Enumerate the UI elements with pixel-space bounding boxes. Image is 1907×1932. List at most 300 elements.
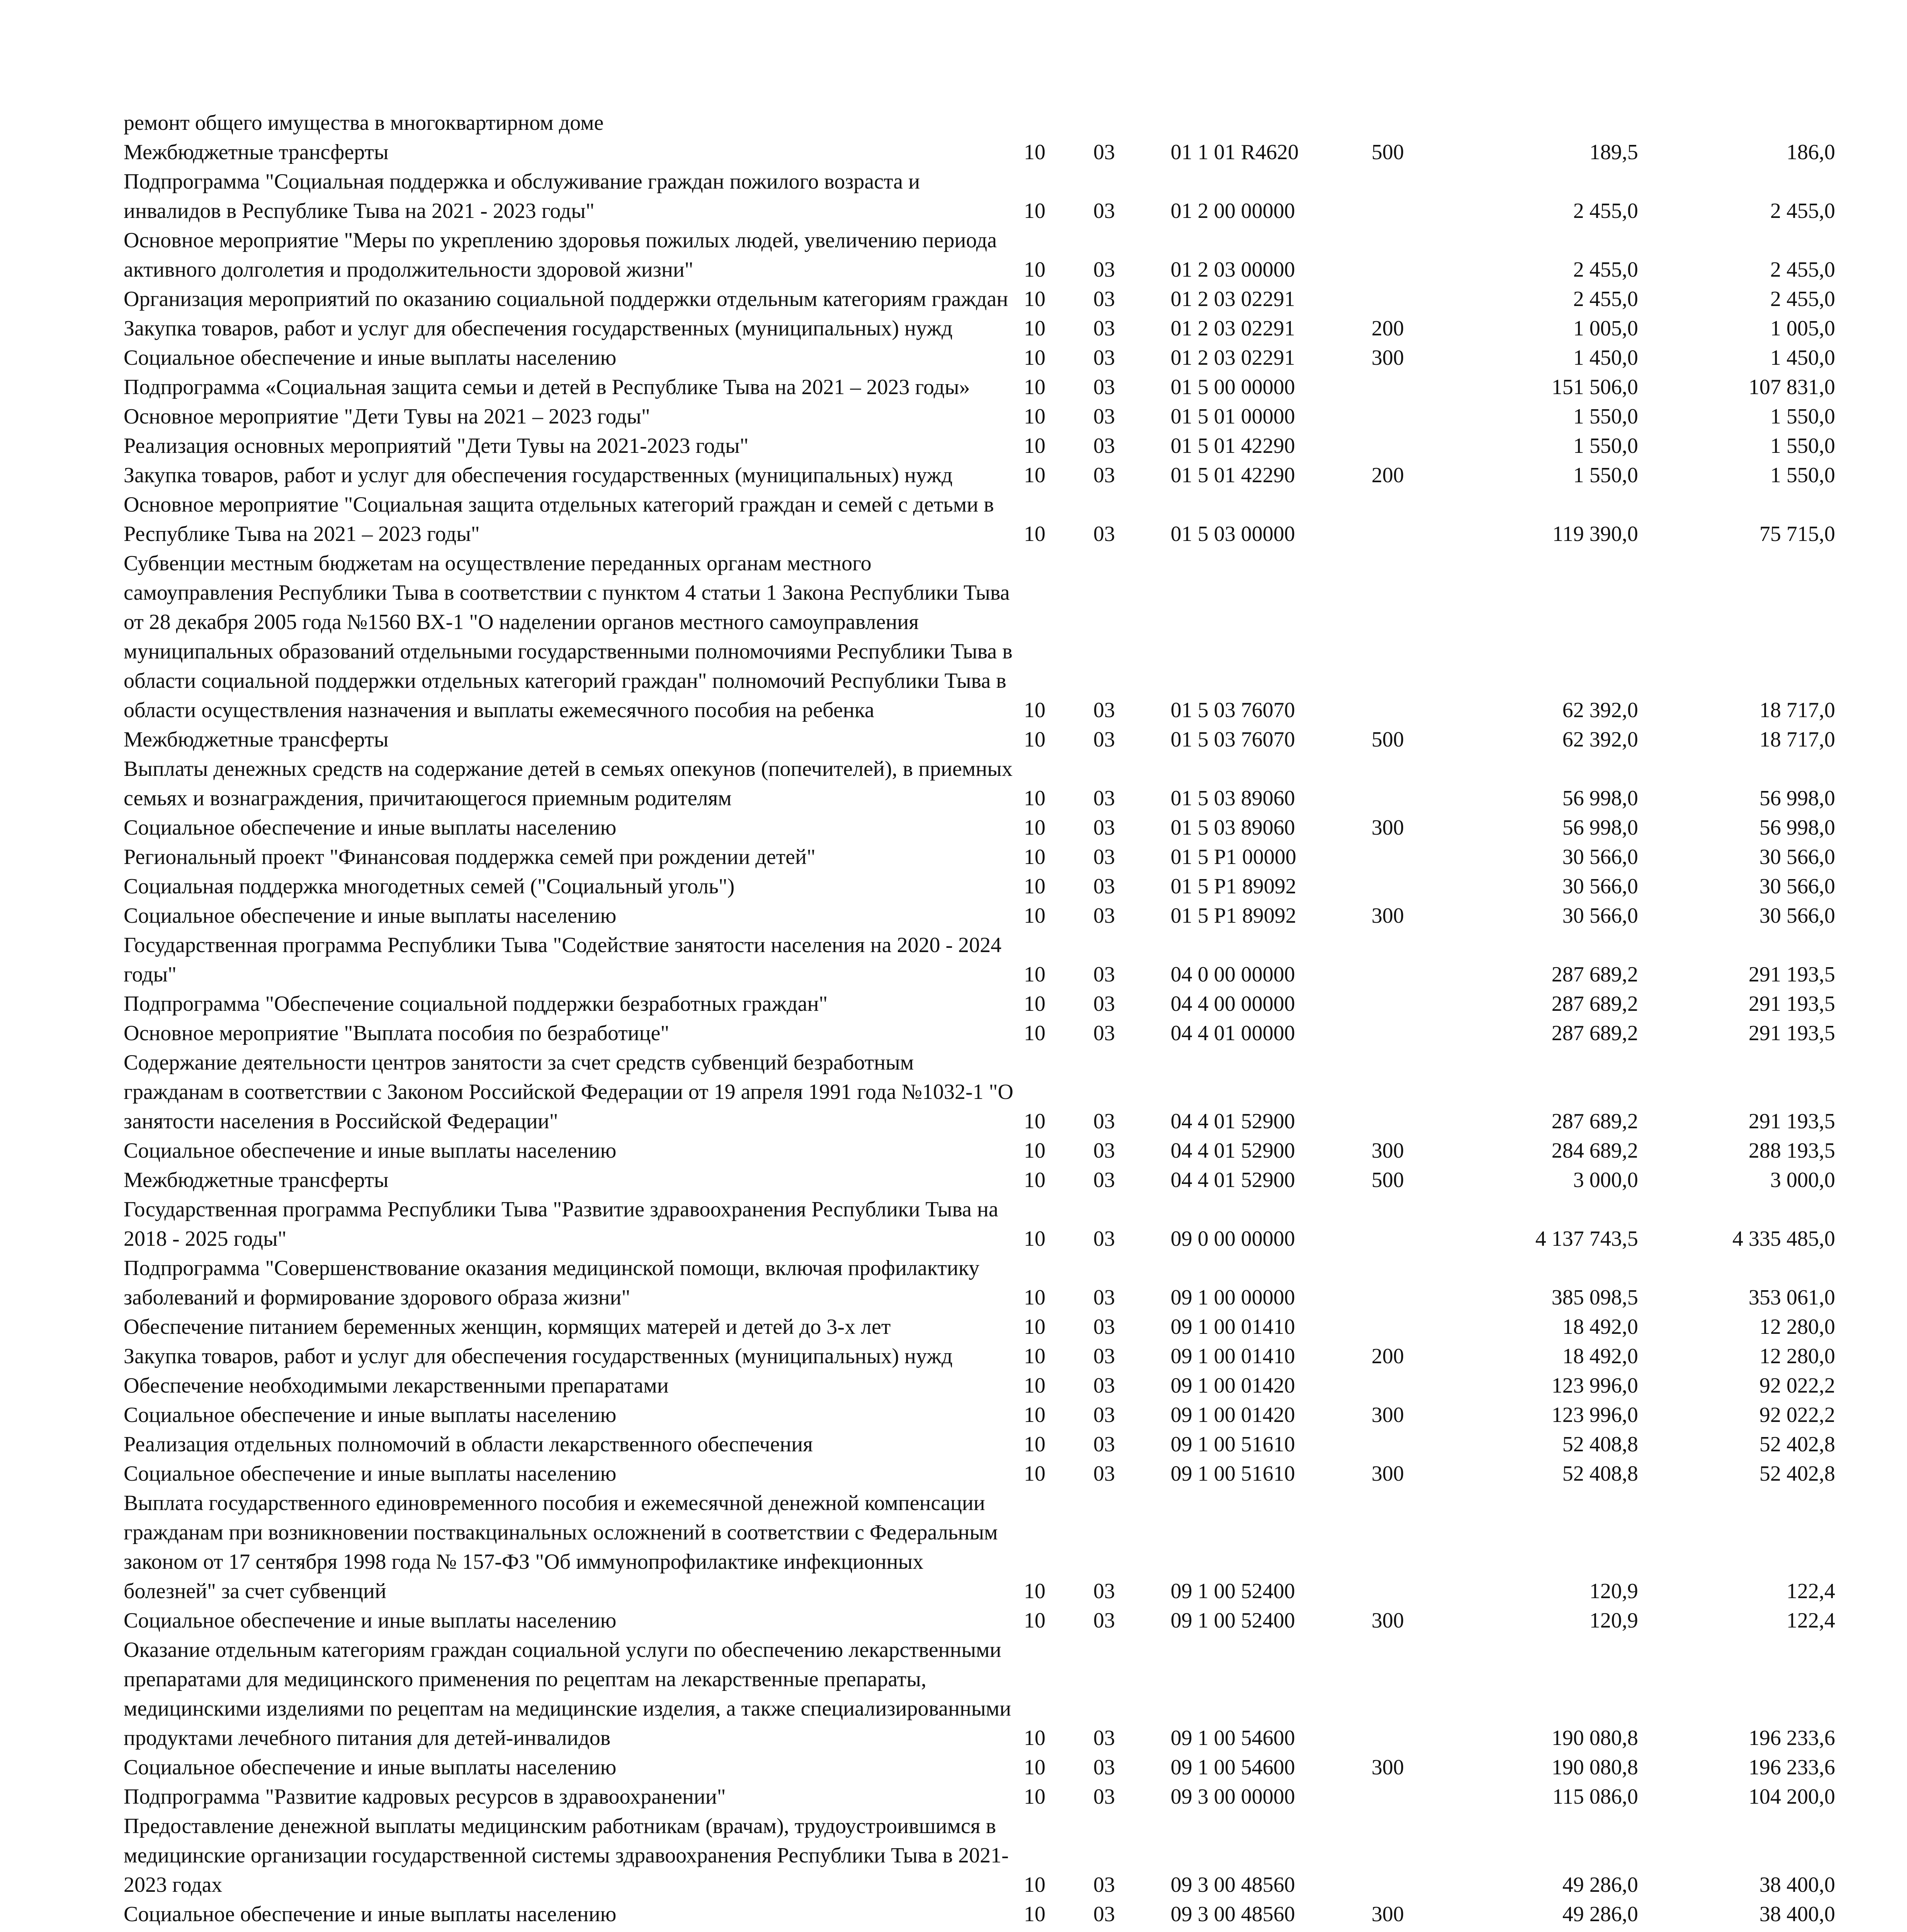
row-subsection: 03 [1093, 1227, 1115, 1251]
row-name: Подпрограмма "Социальная поддержка и обслуживание граждан пожилого возраста и инвалидов в Республике Тыва на 2021 - 2023 годы" [124, 170, 920, 223]
row-target-code: 01 5 P1 89092 [1171, 904, 1297, 928]
budget-table [124, 108, 1843, 1932]
table-row [124, 1342, 1843, 1371]
row-section: 10 [1024, 258, 1045, 282]
row-expense-type [1360, 1929, 1449, 1932]
row-target-code: 09 1 00 01420 [1171, 1403, 1295, 1427]
row-section: 10 [1024, 1139, 1045, 1163]
row-section: 10 [1024, 463, 1045, 487]
row-subsection: 03 [1093, 728, 1115, 752]
table-row [124, 1048, 1843, 1136]
row-amount-year-2: 2 455,0 [1770, 199, 1835, 223]
row-target-code: 09 3 00 48560 [1171, 1873, 1295, 1897]
row-target-code: 09 1 00 51610 [1171, 1432, 1295, 1456]
row-expense-type [1360, 1635, 1449, 1753]
row-name: Основное мероприятие "Меры по укреплению здоровья пожилых людей, увеличению периода активного долголетия и продолжительности здоровой жизни" [124, 228, 997, 282]
row-name: Реализация отдельных полномочий в области лекарственного обеспечения [124, 1432, 813, 1456]
table-row [124, 1430, 1843, 1459]
row-subsection: 03 [1093, 1403, 1115, 1427]
row-section: 10 [1024, 1579, 1045, 1603]
row-name: Оказание отдельным категориям граждан социальной услуги по обеспечению лекарственными препаратами для медицинского применения по рецептам на лекарственные препараты, медицинскими изделиями по рецептам на медицинские изделия, а также специализированными продуктами лечебного питания для детей-инвалидов [124, 1638, 1011, 1750]
row-expense-type [1360, 989, 1449, 1019]
row-target-code: 09 1 00 01410 [1171, 1315, 1295, 1339]
row-target-code: 09 3 00 00000 [1171, 1785, 1295, 1809]
row-amount-year-2: 107 831,0 [1749, 375, 1835, 399]
table-row [124, 1253, 1843, 1312]
row-expense-type [1360, 284, 1449, 314]
table-row [124, 1459, 1843, 1488]
row-name: Региональный проект "Финансовая поддержка семей при рождении детей" [124, 845, 816, 869]
row-name: Закупка товаров, работ и услуг для обеспечения государственных (муниципальных) нужд [124, 316, 953, 340]
row-section: 10 [1024, 1344, 1045, 1368]
row-subsection: 03 [1093, 1462, 1115, 1486]
row-section: 10 [1024, 1873, 1045, 1897]
row-amount-year-1: 287 689,2 [1552, 1021, 1638, 1045]
row-subsection: 03 [1093, 698, 1115, 722]
row-section: 10 [1024, 992, 1045, 1016]
row-section: 10 [1024, 1902, 1045, 1926]
row-section: 10 [1024, 316, 1045, 340]
row-section: 10 [1024, 1755, 1045, 1779]
row-amount-year-1: 123 996,0 [1552, 1403, 1638, 1427]
row-subsection: 03 [1093, 434, 1115, 458]
row-name: Межбюджетные трансферты [124, 1168, 389, 1192]
table-row [124, 1400, 1843, 1430]
row-amount-year-2: 30 566,0 [1759, 874, 1835, 898]
row-amount-year-2: 122,4 [1786, 1609, 1835, 1633]
row-subsection: 03 [1093, 1785, 1115, 1809]
row-target-code: 01 1 01 R4620 [1171, 140, 1299, 164]
row-name: Субвенции местным бюджетам на осуществление переданных органам местного самоуправления Республики Тыва в соответствии с пунктом 4 статьи 1 Закона Республики Тыва от 28 декабря 2005 года №1560 ВХ-1 "О наделении органов местного самоуправления муниципальных образований отдельными государственными полномочиями Республики Тыва в области социальной поддержки отдельных категорий граждан" полномочий Республики Тыва в области осуществления назначения и выплаты ежемесячного пособия на ребенка [124, 551, 1013, 722]
row-amount-year-1: 190 080,8 [1552, 1726, 1638, 1750]
row-amount-year-1: 62 392,0 [1562, 698, 1638, 722]
row-amount-year-2: 92 022,2 [1759, 1374, 1835, 1398]
row-subsection: 03 [1093, 786, 1115, 810]
row-amount-year-2: 52 402,8 [1759, 1462, 1835, 1486]
row-name: Социальное обеспечение и иные выплаты населению [124, 1403, 617, 1427]
budget-table-body [124, 108, 1843, 1932]
row-subsection: 03 [1093, 1374, 1115, 1398]
row-expense-type: 200 [1372, 1344, 1404, 1368]
row-amount-year-2: 104 200,0 [1749, 1785, 1835, 1809]
row-target-code: 04 4 01 52900 [1171, 1168, 1295, 1192]
row-amount-year-2: 2 455,0 [1770, 287, 1835, 311]
row-section: 10 [1024, 845, 1045, 869]
row-target-code: 01 2 03 02291 [1171, 287, 1295, 311]
row-section: 10 [1024, 1726, 1045, 1750]
row-amount-year-1: 52 408,8 [1562, 1462, 1638, 1486]
row-expense-type: 300 [1372, 1609, 1404, 1633]
row-subsection: 03 [1093, 1755, 1115, 1779]
row-amount-year-1: 119 390,0 [1552, 522, 1638, 546]
row-amount-year-1: 1 005,0 [1573, 316, 1638, 340]
row-section: 10 [1024, 816, 1045, 840]
row-name: Социальное обеспечение и иные выплаты населению [124, 904, 617, 928]
row-amount-year-1: 115 086,0 [1552, 1785, 1638, 1809]
row-target-code: 01 2 00 00000 [1171, 199, 1295, 223]
row-amount-year-2: 56 998,0 [1759, 816, 1835, 840]
table-row [124, 901, 1843, 930]
row-amount-year-1: 30 566,0 [1562, 904, 1638, 928]
row-target-code: 01 2 03 00000 [1171, 258, 1295, 282]
row-subsection: 03 [1093, 1286, 1115, 1310]
row-subsection: 03 [1093, 287, 1115, 311]
row-expense-type [1360, 372, 1449, 402]
table-row [124, 725, 1843, 754]
row-target-code [1159, 108, 1360, 138]
row-amount-year-1: 287 689,2 [1552, 963, 1638, 986]
row-section: 10 [1024, 199, 1045, 223]
row-name: Социальное обеспечение и иные выплаты населению [124, 1609, 617, 1633]
row-target-code: 01 5 P1 00000 [1171, 845, 1297, 869]
row-name: Государственная программа Республики Тыва "Содействие занятости населения на 2020 - 2024 годы" [124, 933, 1002, 986]
row-target-code: 09 1 00 00000 [1171, 1286, 1295, 1310]
table-row [124, 431, 1843, 461]
row-section: 10 [1024, 405, 1045, 429]
table-row [124, 842, 1843, 872]
row-amount-year-2: 92 022,2 [1759, 1403, 1835, 1427]
table-row [124, 1782, 1843, 1811]
row-section: 10 [1024, 904, 1045, 928]
row-target-code: 09 1 00 54600 [1171, 1726, 1295, 1750]
row-amount-year-2: 1 550,0 [1770, 463, 1835, 487]
row-name: Выплата государственного единовременного пособия и ежемесячной денежной компенсации гражданам при возникновении поствакцинальных осложнений в соответствии с Федеральным законом от 17 сентября 1998 года № 157-ФЗ "Об иммунопрофилактике инфекционных болезней" за счет субвенций [124, 1491, 998, 1603]
table-row [124, 1371, 1843, 1400]
row-subsection: 03 [1093, 375, 1115, 399]
row-name: ремонт общего имущества в многоквартирном доме [124, 111, 604, 135]
row-name: Социальная поддержка многодетных семей ("Социальный уголь") [124, 874, 735, 898]
row-subsection: 03 [1093, 522, 1115, 546]
row-target-code: 01 5 01 42290 [1171, 463, 1295, 487]
row-amount-year-2: 4 335 485,0 [1732, 1227, 1835, 1251]
table-row [124, 872, 1843, 901]
row-amount-year-1: 1 550,0 [1573, 405, 1638, 429]
row-amount-year-1: 287 689,2 [1552, 992, 1638, 1016]
row-target-code: 01 5 03 89060 [1171, 816, 1295, 840]
row-amount-year-1: 287 689,2 [1552, 1109, 1638, 1133]
row-target-code: 01 5 01 00000 [1171, 405, 1295, 429]
row-amount-year-1: 1 550,0 [1573, 434, 1638, 458]
row-amount-year-2: 291 193,5 [1749, 1109, 1835, 1133]
row-section: 10 [1024, 287, 1045, 311]
table-row [124, 402, 1843, 431]
row-section: 10 [1024, 874, 1045, 898]
row-target-code [1159, 1929, 1360, 1932]
row-subsection: 03 [1093, 816, 1115, 840]
row-subsection [1086, 108, 1159, 138]
row-amount-year-2: 30 566,0 [1759, 904, 1835, 928]
row-name: Основное мероприятие "Выплата пособия по безработице" [124, 1021, 670, 1045]
row-section: 10 [1024, 1109, 1045, 1133]
row-amount-year-2: 291 193,5 [1749, 963, 1835, 986]
row-amount-year-1: 385 098,5 [1552, 1286, 1638, 1310]
row-target-code: 01 5 03 89060 [1171, 786, 1295, 810]
row-name: Организация мероприятий по оказанию социальной поддержки отдельным категориям граждан [124, 287, 1008, 311]
row-amount-year-2: 3 000,0 [1770, 1168, 1835, 1192]
row-target-code: 01 5 00 00000 [1171, 375, 1295, 399]
table-row [124, 1019, 1843, 1048]
row-expense-type: 200 [1372, 316, 1404, 340]
row-amount-year-1: 52 408,8 [1562, 1432, 1638, 1456]
row-amount-year-2: 38 400,0 [1759, 1902, 1835, 1926]
table-row [124, 930, 1843, 989]
row-amount-year-1: 2 455,0 [1573, 258, 1638, 282]
row-target-code: 09 0 00 00000 [1171, 1227, 1295, 1251]
table-row [124, 1136, 1843, 1165]
row-name [124, 1929, 1016, 1932]
row-section: 10 [1024, 1785, 1045, 1809]
row-name: Основное мероприятие "Дети Тувы на 2021 – 2023 годы" [124, 405, 650, 429]
row-expense-type: 500 [1372, 140, 1404, 164]
row-amount-year-2: 196 233,6 [1749, 1726, 1835, 1750]
row-section: 10 [1024, 522, 1045, 546]
row-subsection: 03 [1093, 1726, 1115, 1750]
row-name: Реализация основных мероприятий "Дети Тувы на 2021-2023 годы" [124, 434, 749, 458]
row-target-code: 01 2 03 02291 [1171, 346, 1295, 370]
row-expense-type [1360, 1371, 1449, 1400]
row-amount-year-2: 18 717,0 [1759, 728, 1835, 752]
row-target-code: 04 4 01 00000 [1171, 1021, 1295, 1045]
row-subsection: 03 [1093, 316, 1115, 340]
row-expense-type [1360, 226, 1449, 284]
row-expense-type: 500 [1372, 1168, 1404, 1192]
row-section: 10 [1024, 346, 1045, 370]
row-subsection: 03 [1093, 463, 1115, 487]
table-row [124, 226, 1843, 284]
row-subsection: 03 [1093, 199, 1115, 223]
row-section: 10 [1024, 963, 1045, 986]
table-row [124, 1165, 1843, 1195]
row-target-code: 09 1 00 52400 [1171, 1579, 1295, 1603]
table-row [124, 1753, 1843, 1782]
row-target-code: 09 3 00 48560 [1171, 1902, 1295, 1926]
table-row [124, 1811, 1843, 1900]
row-subsection: 03 [1093, 1579, 1115, 1603]
row-section: 10 [1024, 1227, 1045, 1251]
row-section: 10 [1024, 1403, 1045, 1427]
row-name: Социальное обеспечение и иные выплаты населению [124, 346, 617, 370]
row-expense-type [1360, 549, 1449, 725]
row-amount-year-2: 196 233,6 [1749, 1755, 1835, 1779]
row-name: Обеспечение питанием беременных женщин, кормящих матерей и детей до 3-х лет [124, 1315, 891, 1339]
row-amount-year-1: 30 566,0 [1562, 845, 1638, 869]
row-target-code: 01 5 01 42290 [1171, 434, 1295, 458]
row-section: 10 [1024, 698, 1045, 722]
row-target-code: 01 2 03 02291 [1171, 316, 1295, 340]
table-row [124, 1195, 1843, 1253]
row-expense-type: 300 [1372, 1462, 1404, 1486]
row-amount-year-2: 1 550,0 [1770, 434, 1835, 458]
row-amount-year-1: 1 450,0 [1573, 346, 1638, 370]
row-section: 10 [1024, 786, 1045, 810]
row-section: 10 [1024, 1168, 1045, 1192]
row-amount-year-2 [1646, 1929, 1843, 1932]
row-expense-type [1360, 1488, 1449, 1606]
row-expense-type: 300 [1372, 1139, 1404, 1163]
row-target-code: 04 4 01 52900 [1171, 1109, 1295, 1133]
row-amount-year-1: 56 998,0 [1562, 786, 1638, 810]
row-expense-type: 300 [1372, 904, 1404, 928]
row-name: Основное мероприятие "Социальная защита отдельных категорий граждан и семей с детьми в Республике Тыва на 2021 – 2023 годы" [124, 493, 994, 546]
row-target-code: 04 4 00 00000 [1171, 992, 1295, 1016]
row-expense-type [1360, 1195, 1449, 1253]
row-amount-year-1: 4 137 743,5 [1535, 1227, 1638, 1251]
row-target-code: 04 0 00 00000 [1171, 963, 1295, 986]
row-name: Подпрограмма "Совершенствование оказания медицинской помощи, включая профилактику заболеваний и формирование здорового образа жизни" [124, 1256, 980, 1310]
row-amount-year-2: 75 715,0 [1759, 522, 1835, 546]
row-amount-year-1: 30 566,0 [1562, 874, 1638, 898]
table-row [124, 549, 1843, 725]
row-expense-type [1360, 1253, 1449, 1312]
row-amount-year-1: 2 455,0 [1573, 287, 1638, 311]
row-amount-year-1: 62 392,0 [1562, 728, 1638, 752]
row-name: Обеспечение необходимыми лекарственными препаратами [124, 1374, 669, 1398]
row-expense-type [1360, 108, 1449, 138]
row-section: 10 [1024, 728, 1045, 752]
row-section: 10 [1024, 1286, 1045, 1310]
row-amount-year-2: 288 193,5 [1749, 1139, 1835, 1163]
table-row [124, 108, 1843, 138]
row-amount-year-2: 2 455,0 [1770, 258, 1835, 282]
row-target-code: 09 1 00 51610 [1171, 1462, 1295, 1486]
row-amount-year-2: 12 280,0 [1759, 1344, 1835, 1368]
row-amount-year-1: 151 506,0 [1552, 375, 1638, 399]
row-expense-type [1360, 402, 1449, 431]
row-expense-type: 500 [1372, 728, 1404, 752]
row-name: Предоставление денежной выплаты медицинским работникам (врачам), трудоустроившимся в медицинские организации государственной системы здравоохранения Республики Тыва в 2021-2023 годах [124, 1814, 1009, 1897]
row-section: 10 [1024, 1432, 1045, 1456]
row-subsection: 03 [1093, 346, 1115, 370]
table-row [124, 1635, 1843, 1753]
row-expense-type [1360, 754, 1449, 813]
row-name: Социальное обеспечение и иные выплаты населению [124, 1755, 617, 1779]
row-name: Межбюджетные трансферты [124, 728, 389, 752]
table-row [124, 138, 1843, 167]
row-target-code: 01 5 P1 89092 [1171, 874, 1297, 898]
row-name: Закупка товаров, работ и услуг для обеспечения государственных (муниципальных) нужд [124, 463, 953, 487]
row-amount-year-2: 186,0 [1786, 140, 1835, 164]
row-amount-year-2: 38 400,0 [1759, 1873, 1835, 1897]
row-subsection: 03 [1093, 405, 1115, 429]
row-name: Государственная программа Республики Тыва "Развитие здравоохранения Республики Тыва на 2018 - 2025 годы" [124, 1197, 998, 1251]
row-name: Социальное обеспечение и иные выплаты населению [124, 1139, 617, 1163]
row-section [1016, 108, 1086, 138]
row-section [1016, 1929, 1086, 1932]
row-target-code: 09 1 00 01420 [1171, 1374, 1295, 1398]
table-row [124, 1900, 1843, 1929]
row-expense-type: 300 [1372, 1755, 1404, 1779]
row-subsection: 03 [1093, 1109, 1115, 1133]
row-amount-year-1: 18 492,0 [1562, 1315, 1638, 1339]
table-row [124, 1929, 1843, 1932]
table-row [124, 372, 1843, 402]
row-amount-year-1 [1449, 108, 1646, 138]
row-subsection [1086, 1929, 1159, 1932]
row-amount-year-1: 284 689,2 [1552, 1139, 1638, 1163]
row-name: Подпрограмма "Развитие кадровых ресурсов в здравоохранении" [124, 1785, 726, 1809]
row-expense-type: 300 [1372, 816, 1404, 840]
row-subsection: 03 [1093, 1021, 1115, 1045]
row-section: 10 [1024, 1462, 1045, 1486]
table-row [124, 314, 1843, 343]
row-target-code: 09 1 00 54600 [1171, 1755, 1295, 1779]
table-row [124, 754, 1843, 813]
row-amount-year-1: 49 286,0 [1562, 1902, 1638, 1926]
row-expense-type: 300 [1372, 346, 1404, 370]
row-amount-year-2: 353 061,0 [1749, 1286, 1835, 1310]
row-amount-year-1: 189,5 [1589, 140, 1638, 164]
row-subsection: 03 [1093, 845, 1115, 869]
row-expense-type [1360, 1312, 1449, 1342]
row-subsection: 03 [1093, 1315, 1115, 1339]
row-amount-year-1: 49 286,0 [1562, 1873, 1638, 1897]
budget-document [124, 108, 1843, 1932]
row-name: Социальное обеспечение и иные выплаты населению [124, 1462, 617, 1486]
row-expense-type [1360, 167, 1449, 226]
row-section: 10 [1024, 140, 1045, 164]
row-section: 10 [1024, 1374, 1045, 1398]
row-expense-type [1360, 930, 1449, 989]
row-amount-year-1: 3 000,0 [1573, 1168, 1638, 1192]
row-expense-type: 300 [1372, 1902, 1404, 1926]
row-subsection: 03 [1093, 140, 1115, 164]
row-subsection: 03 [1093, 1344, 1115, 1368]
row-subsection: 03 [1093, 963, 1115, 986]
row-target-code: 09 1 00 01410 [1171, 1344, 1295, 1368]
row-amount-year-2: 1 005,0 [1770, 316, 1835, 340]
table-row [124, 461, 1843, 490]
row-amount-year-2: 291 193,5 [1749, 1021, 1835, 1045]
row-target-code: 01 5 03 00000 [1171, 522, 1295, 546]
row-name: Подпрограмма «Социальная защита семьи и детей в Республике Тыва на 2021 – 2023 годы» [124, 375, 970, 399]
row-expense-type [1360, 1430, 1449, 1459]
table-row [124, 490, 1843, 549]
row-amount-year-2: 30 566,0 [1759, 845, 1835, 869]
table-row [124, 1606, 1843, 1635]
row-name: Социальное обеспечение и иные выплаты населению [124, 1902, 617, 1926]
row-subsection: 03 [1093, 874, 1115, 898]
row-amount-year-1: 190 080,8 [1552, 1755, 1638, 1779]
row-section: 10 [1024, 1021, 1045, 1045]
row-subsection: 03 [1093, 1609, 1115, 1633]
table-row [124, 167, 1843, 226]
row-section: 10 [1024, 375, 1045, 399]
row-expense-type [1360, 490, 1449, 549]
row-amount-year-1: 18 492,0 [1562, 1344, 1638, 1368]
row-target-code: 01 5 03 76070 [1171, 728, 1295, 752]
table-row [124, 989, 1843, 1019]
row-expense-type [1360, 872, 1449, 901]
row-name: Выплаты денежных средств на содержание детей в семьях опекунов (попечителей), в приемных семьях и вознаграждения, причитающегося приемным родителям [124, 757, 1013, 810]
row-section: 10 [1024, 434, 1045, 458]
row-subsection: 03 [1093, 1168, 1115, 1192]
row-amount-year-2: 12 280,0 [1759, 1315, 1835, 1339]
table-row [124, 813, 1843, 842]
row-amount-year-1: 56 998,0 [1562, 816, 1638, 840]
row-expense-type [1360, 1019, 1449, 1048]
row-expense-type [1360, 431, 1449, 461]
row-name: Содержание деятельности центров занятости за счет средств субвенций безработным гражданам в соответствии с Законом Российской Федерации от 19 апреля 1991 года №1032-1 "О занятости населения в Российской Федерации" [124, 1051, 1013, 1133]
row-expense-type [1360, 1048, 1449, 1136]
row-amount-year-2: 122,4 [1786, 1579, 1835, 1603]
row-subsection: 03 [1093, 904, 1115, 928]
row-amount-year-1: 120,9 [1589, 1579, 1638, 1603]
row-subsection: 03 [1093, 992, 1115, 1016]
row-expense-type: 200 [1372, 463, 1404, 487]
row-expense-type [1360, 1811, 1449, 1900]
row-amount-year-1: 1 550,0 [1573, 463, 1638, 487]
row-subsection: 03 [1093, 1432, 1115, 1456]
